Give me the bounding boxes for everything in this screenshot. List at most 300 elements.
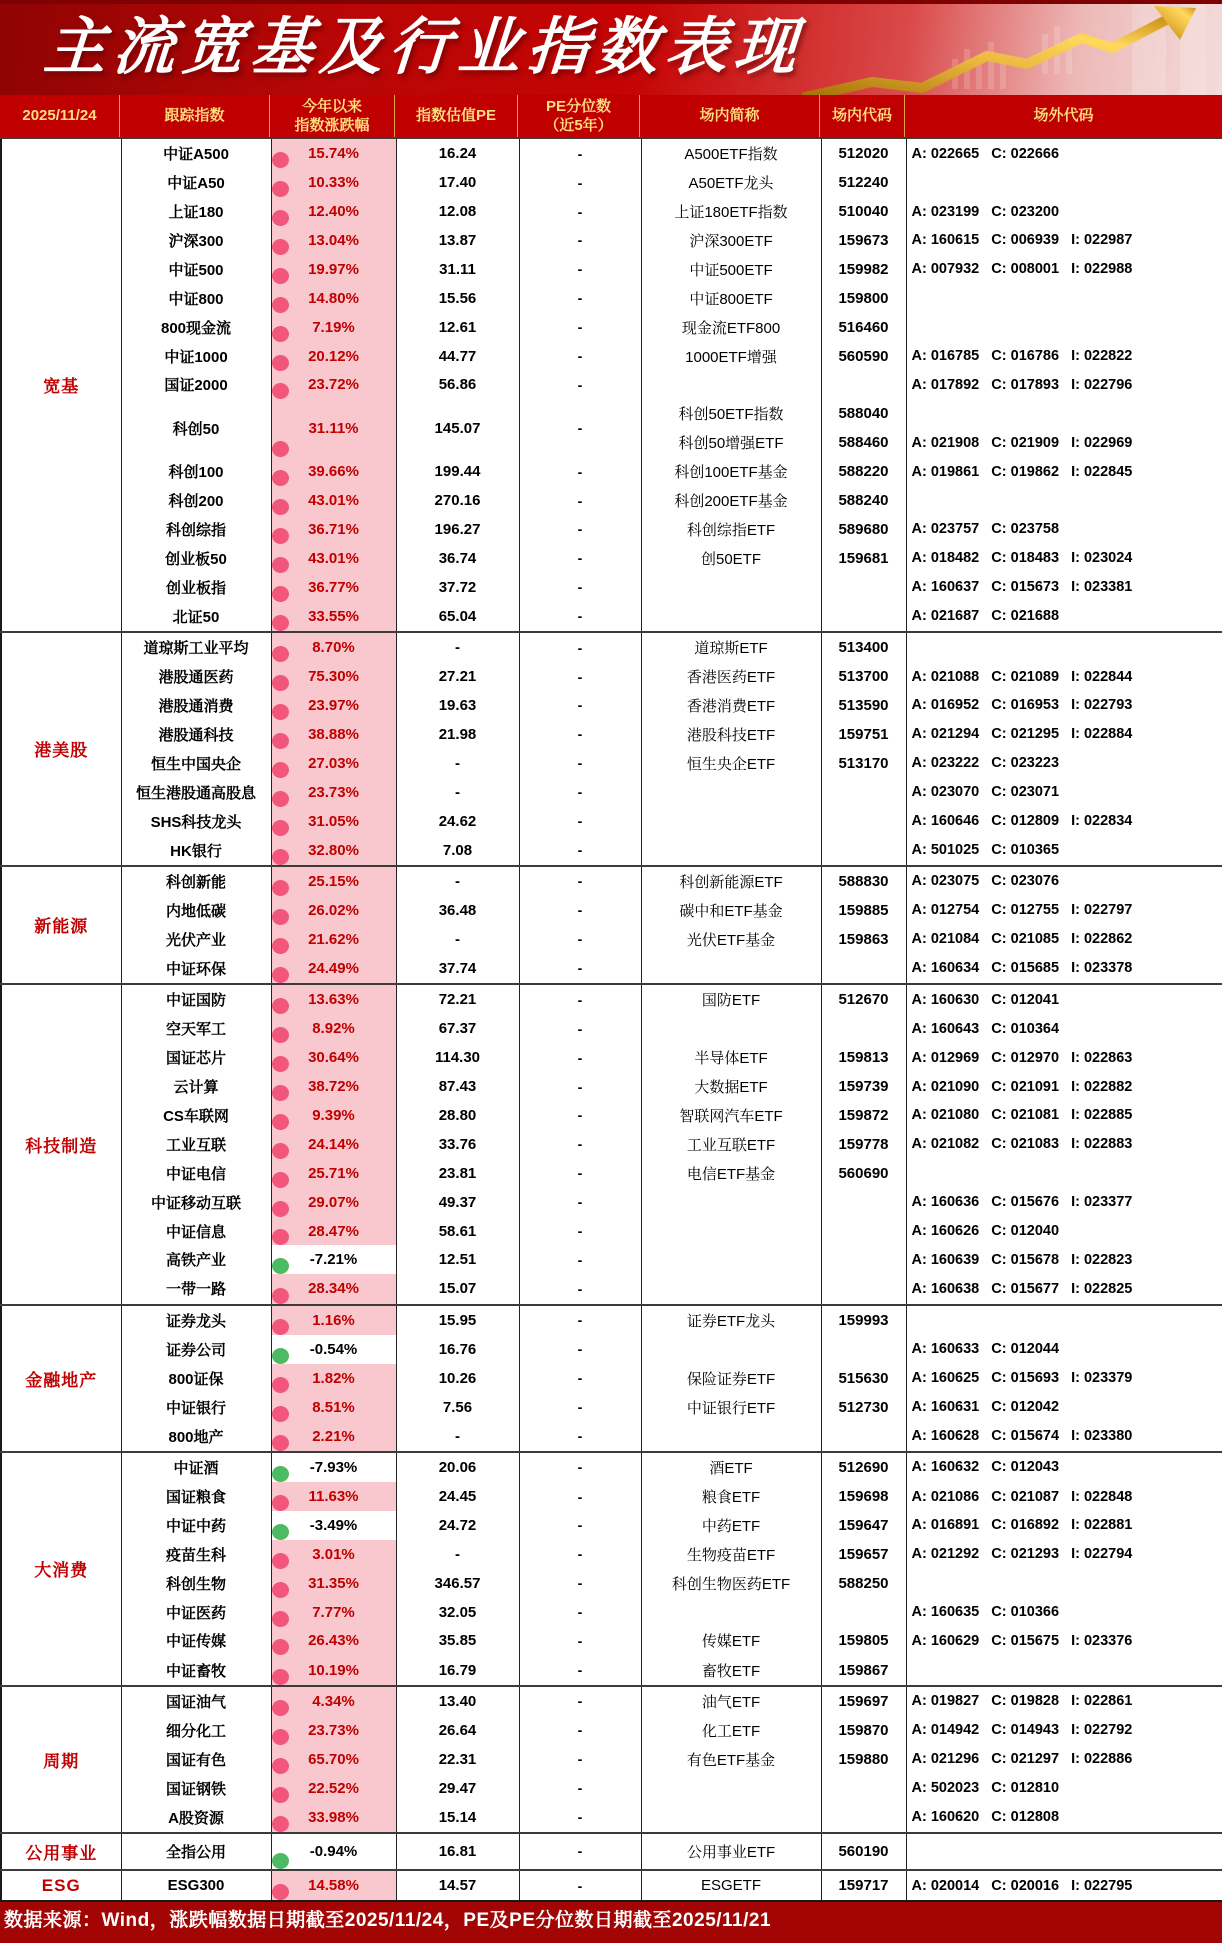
- index-name: 港股通科技: [121, 720, 271, 749]
- up-dot-icon: [272, 210, 289, 226]
- otc-codes: A: 160635 C: 010366: [911, 1604, 1060, 1621]
- exchange-code: 159813: [821, 1043, 906, 1072]
- change-value: 38.72%: [308, 1078, 359, 1096]
- change-value: 43.01%: [308, 549, 359, 567]
- exchange-code: [821, 1774, 906, 1803]
- exchange-code: 513170: [821, 749, 906, 778]
- pe-value: 24.72: [396, 1511, 519, 1540]
- table-row: [1, 836, 1222, 866]
- pe-value: 346.57: [396, 1569, 519, 1598]
- up-dot-icon: [272, 820, 289, 836]
- index-name: 光伏产业: [121, 925, 271, 954]
- ytd-change-cell: [271, 1335, 396, 1364]
- etf-name: 保险证券ETF: [641, 1364, 821, 1393]
- pe-percentile-value: -: [519, 573, 641, 602]
- change-value: -0.54%: [309, 1340, 358, 1358]
- change-value: 23.73%: [308, 1721, 359, 1739]
- pe-percentile-value: -: [519, 1422, 641, 1452]
- up-dot-icon: [272, 1729, 289, 1745]
- pe-value: 36.48: [396, 896, 519, 925]
- exchange-code: 159872: [821, 1101, 906, 1130]
- otc-codes: A: 160625 C: 015693 I: 023379: [911, 1370, 1133, 1387]
- table-row: [1, 1833, 1222, 1870]
- etf-name: [641, 1598, 821, 1627]
- etf-name: 生物疫苗ETF: [641, 1540, 821, 1569]
- change-value: 26.02%: [308, 901, 359, 919]
- pe-value: -: [396, 1422, 519, 1452]
- ytd-change-cell: [271, 197, 396, 226]
- index-table: [0, 137, 1222, 1902]
- pe-percentile-value: -: [519, 1511, 641, 1540]
- change-value: 36.71%: [308, 520, 359, 538]
- ytd-change-cell: [271, 662, 396, 691]
- up-dot-icon: [272, 1669, 289, 1685]
- index-name: 科创综指: [121, 515, 271, 544]
- change-value: 75.30%: [308, 668, 359, 686]
- change-value: 23.73%: [308, 783, 359, 801]
- table-row: [1, 1803, 1222, 1833]
- exchange-code: 560590: [821, 342, 906, 371]
- ytd-change-cell: [271, 1452, 396, 1482]
- down-dot-icon: [272, 1853, 289, 1869]
- table-row: [1, 1452, 1222, 1482]
- ytd-change-cell: [271, 1422, 396, 1452]
- exchange-code: 515630: [821, 1364, 906, 1393]
- pe-value: 37.72: [396, 573, 519, 602]
- pe-value: 17.40: [396, 168, 519, 197]
- category-label: 周期: [1, 1686, 121, 1833]
- change-value: 28.34%: [308, 1280, 359, 1298]
- up-dot-icon: [272, 967, 289, 983]
- up-dot-icon: [272, 1582, 289, 1598]
- pe-percentile-value: -: [519, 1803, 641, 1833]
- col-header-pe-percentile: PE分位数 （近5年）: [518, 95, 640, 137]
- table-row: [1, 226, 1222, 255]
- index-name: 中证银行: [121, 1393, 271, 1422]
- up-dot-icon: [272, 675, 289, 691]
- index-name: 中证A500: [121, 138, 271, 168]
- ytd-change-cell: [271, 226, 396, 255]
- table-row: [1, 1101, 1222, 1130]
- exchange-code: 588830: [821, 866, 906, 896]
- otc-codes: A: 021086 C: 021087 I: 022848: [911, 1488, 1133, 1505]
- exchange-code: [821, 1422, 906, 1452]
- etf-name: 1000ETF增强: [641, 342, 821, 371]
- exchange-code: 159698: [821, 1482, 906, 1511]
- ytd-change-cell: [271, 954, 396, 984]
- pe-value: 58.61: [396, 1217, 519, 1246]
- exchange-code: 513400: [821, 632, 906, 662]
- index-name: 空天军工: [121, 1014, 271, 1043]
- otc-codes: [906, 1569, 1222, 1598]
- up-dot-icon: [272, 1816, 289, 1832]
- etf-name: [641, 1188, 821, 1217]
- ytd-change-cell: [271, 1130, 396, 1159]
- etf-name: 香港医药ETF: [641, 662, 821, 691]
- pe-percentile-value: -: [519, 226, 641, 255]
- otc-codes: A: 160638 C: 015677 I: 022825: [911, 1280, 1133, 1297]
- change-value: 36.77%: [308, 578, 359, 596]
- ytd-change-cell: [271, 1305, 396, 1335]
- change-value: 12.40%: [308, 203, 359, 221]
- up-dot-icon: [272, 326, 289, 342]
- up-dot-icon: [272, 880, 289, 896]
- table-row: [1, 197, 1222, 226]
- otc-codes: A: 016891 C: 016892 I: 022881: [911, 1517, 1133, 1534]
- otc-codes: A: 021294 C: 021295 I: 022884: [911, 726, 1133, 743]
- etf-name: 香港消费ETF: [641, 691, 821, 720]
- up-dot-icon: [272, 268, 289, 284]
- data-source-note: 数据来源：Wind，涨跌幅数据日期截至2025/11/24，PE及PE分位数日期截至2025/11/21: [0, 1902, 1222, 1943]
- exchange-code: [821, 1274, 906, 1304]
- ytd-change-cell: [271, 720, 396, 749]
- ytd-change-cell: [271, 1745, 396, 1774]
- change-value: 31.11%: [308, 419, 359, 437]
- otc-codes: A: 160620 C: 012808: [911, 1809, 1060, 1826]
- pe-percentile-value: -: [519, 1130, 641, 1159]
- pe-value: 24.62: [396, 807, 519, 836]
- change-value: 31.35%: [308, 1574, 359, 1592]
- ytd-change-cell: [271, 749, 396, 778]
- index-name: 北证50: [121, 602, 271, 632]
- pe-percentile-value: -: [519, 1686, 641, 1716]
- ytd-change-cell: [271, 984, 396, 1014]
- category-label: 宽基: [1, 138, 121, 632]
- otc-codes: A: 160637 C: 015673 I: 023381: [911, 579, 1133, 596]
- exchange-code: [821, 1598, 906, 1627]
- exchange-code: 588220: [821, 457, 906, 486]
- pe-value: 12.61: [396, 313, 519, 342]
- exchange-code: 159778: [821, 1130, 906, 1159]
- pe-percentile-value: -: [519, 778, 641, 807]
- ytd-change-cell: [271, 1159, 396, 1188]
- change-value: 7.19%: [312, 318, 355, 336]
- pe-percentile-value: -: [519, 925, 641, 954]
- header-date: 2025/11/24: [0, 95, 120, 137]
- pe-value: 196.27: [396, 515, 519, 544]
- pe-percentile-value: -: [519, 749, 641, 778]
- index-name: 国证粮食: [121, 1482, 271, 1511]
- index-name: 800地产: [121, 1422, 271, 1452]
- otc-codes: A: 160639 C: 015678 I: 022823: [911, 1251, 1133, 1268]
- pe-percentile-value: -: [519, 691, 641, 720]
- ytd-change-cell: [271, 371, 396, 400]
- change-value: -7.21%: [309, 1251, 358, 1269]
- exchange-code: 512730: [821, 1393, 906, 1422]
- change-value: 19.97%: [308, 260, 359, 278]
- pe-percentile-value: -: [519, 1245, 641, 1274]
- etf-name: 科创生物医药ETF: [641, 1569, 821, 1598]
- up-dot-icon: [272, 499, 289, 515]
- up-dot-icon: [272, 1114, 289, 1130]
- table-row: [1, 778, 1222, 807]
- index-name: 中证移动互联: [121, 1188, 271, 1217]
- index-name: CS车联网: [121, 1101, 271, 1130]
- otc-codes: A: 160631 C: 012042: [911, 1399, 1060, 1416]
- ytd-change-cell: [271, 1364, 396, 1393]
- otc-codes: A: 160636 C: 015676 I: 023377: [911, 1194, 1133, 1211]
- change-value: 26.43%: [308, 1632, 359, 1650]
- change-value: 3.01%: [312, 1545, 355, 1563]
- up-dot-icon: [272, 1056, 289, 1072]
- ytd-change-cell: [271, 1043, 396, 1072]
- change-value: 31.05%: [308, 812, 359, 830]
- pe-percentile-value: -: [519, 1274, 641, 1304]
- pe-value: 22.31: [396, 1745, 519, 1774]
- pe-percentile-value: -: [519, 1482, 641, 1511]
- otc-codes: A: 017892 C: 017893 I: 022796: [911, 376, 1133, 393]
- ytd-change-cell: [271, 1655, 396, 1685]
- up-dot-icon: [272, 1288, 289, 1304]
- change-value: 8.51%: [312, 1398, 355, 1416]
- exchange-code: 159800: [821, 284, 906, 313]
- index-name: 800证保: [121, 1364, 271, 1393]
- pe-percentile-value: -: [519, 342, 641, 371]
- table-row: [1, 691, 1222, 720]
- index-name: 恒生中国央企: [121, 749, 271, 778]
- up-dot-icon: [272, 470, 289, 486]
- pe-value: 87.43: [396, 1072, 519, 1101]
- etf-name: [641, 778, 821, 807]
- down-dot-icon: [272, 1524, 289, 1540]
- pe-percentile-value: -: [519, 807, 641, 836]
- ytd-change-cell: [271, 1569, 396, 1598]
- change-value: 25.15%: [308, 872, 359, 890]
- exchange-code: [821, 1245, 906, 1274]
- col-header-exchange-code: 场内代码: [820, 95, 905, 137]
- exchange-code: 512670: [821, 984, 906, 1014]
- exchange-code: 510040: [821, 197, 906, 226]
- up-dot-icon: [272, 998, 289, 1014]
- pe-percentile-value: -: [519, 313, 641, 342]
- etf-name: [641, 1014, 821, 1043]
- otc-codes: A: 007932 C: 008001 I: 022988: [911, 261, 1133, 278]
- pe-value: 28.80: [396, 1101, 519, 1130]
- change-value: 32.80%: [308, 841, 359, 859]
- index-name: 中证环保: [121, 954, 271, 984]
- pe-value: 31.11: [396, 255, 519, 284]
- index-name: 工业互联: [121, 1130, 271, 1159]
- ytd-change-cell: [271, 342, 396, 371]
- otc-codes: A: 018482 C: 018483 I: 023024: [911, 550, 1133, 567]
- etf-name: 化工ETF: [641, 1716, 821, 1745]
- otc-codes: A: 160634 C: 015685 I: 023378: [911, 960, 1133, 977]
- pe-value: 29.47: [396, 1774, 519, 1803]
- ytd-change-cell: [271, 1188, 396, 1217]
- etf-name: 科创50ETF指数: [641, 399, 821, 428]
- exchange-code: 159880: [821, 1745, 906, 1774]
- ytd-change-cell: [271, 866, 396, 896]
- pe-value: -: [396, 749, 519, 778]
- pe-value: -: [396, 1540, 519, 1569]
- etf-name: 传媒ETF: [641, 1627, 821, 1656]
- index-name: 创业板指: [121, 573, 271, 602]
- table-row: [1, 1043, 1222, 1072]
- ytd-change-cell: [271, 632, 396, 662]
- ytd-change-cell: [271, 399, 396, 457]
- col-header-etf-name: 场内简称: [640, 95, 820, 137]
- index-table-body: [1, 138, 1222, 1901]
- otc-codes: [906, 1305, 1222, 1335]
- change-value: 28.47%: [308, 1222, 359, 1240]
- change-value: 13.04%: [308, 231, 359, 249]
- index-name: HK银行: [121, 836, 271, 866]
- etf-name: 油气ETF: [641, 1686, 821, 1716]
- up-dot-icon: [272, 586, 289, 602]
- pe-percentile-value: -: [519, 984, 641, 1014]
- table-row: [1, 1482, 1222, 1511]
- up-dot-icon: [272, 383, 289, 399]
- exchange-code: [821, 954, 906, 984]
- index-name: 科创生物: [121, 1569, 271, 1598]
- table-row: [1, 1627, 1222, 1656]
- table-row: [1, 1245, 1222, 1274]
- pe-percentile-value: -: [519, 866, 641, 896]
- otc-codes: A: 023757 C: 023758: [911, 521, 1060, 538]
- exchange-code: 589680: [821, 515, 906, 544]
- etf-name: 光伏ETF基金: [641, 925, 821, 954]
- table-row: [1, 1745, 1222, 1774]
- exchange-code: 513590: [821, 691, 906, 720]
- change-value: 43.01%: [308, 492, 359, 509]
- table-row: [1, 1335, 1222, 1364]
- pe-value: 32.05: [396, 1598, 519, 1627]
- otc-codes: A: 021080 C: 021081 I: 022885: [911, 1107, 1133, 1124]
- otc-codes: A: 019827 C: 019828 I: 022861: [906, 1686, 1222, 1716]
- exchange-code: 588460: [821, 428, 906, 457]
- etf-name: [641, 836, 821, 866]
- index-name: 国证有色: [121, 1745, 271, 1774]
- etf-name: [641, 807, 821, 836]
- change-value: 24.49%: [308, 959, 359, 977]
- pe-value: 33.76: [396, 1130, 519, 1159]
- exchange-code: [821, 1803, 906, 1833]
- up-dot-icon: [272, 1611, 289, 1627]
- ytd-change-cell: [271, 138, 396, 168]
- otc-codes: A: 160629 C: 015675 I: 023376: [911, 1632, 1133, 1649]
- category-label: 金融地产: [1, 1305, 121, 1452]
- table-row: [1, 1014, 1222, 1043]
- otc-codes: [906, 168, 1222, 197]
- up-dot-icon: [272, 1172, 289, 1188]
- up-dot-icon: [272, 441, 289, 457]
- otc-codes: A: 014942 C: 014943 I: 022792: [911, 1722, 1133, 1739]
- table-row: [1, 749, 1222, 778]
- etf-name: [641, 1774, 821, 1803]
- index-name: 国证芯片: [121, 1043, 271, 1072]
- index-name: SHS科技龙头: [121, 807, 271, 836]
- up-dot-icon: [272, 1377, 289, 1393]
- table-row: [1, 925, 1222, 954]
- pe-percentile-value: -: [519, 1540, 641, 1569]
- exchange-code: 159657: [821, 1540, 906, 1569]
- index-name: 创业板50: [121, 544, 271, 573]
- exchange-code: [821, 602, 906, 632]
- change-value: 21.62%: [308, 930, 359, 948]
- change-value: 8.70%: [312, 639, 355, 657]
- otc-codes: [906, 284, 1222, 313]
- change-value: 15.74%: [308, 145, 359, 163]
- otc-codes: [906, 1159, 1222, 1188]
- otc-codes: A: 021084 C: 021085 I: 022862: [911, 931, 1133, 948]
- ytd-change-cell: [271, 313, 396, 342]
- table-row: [1, 1072, 1222, 1101]
- ytd-change-cell: [271, 1716, 396, 1745]
- pe-percentile-value: -: [519, 371, 641, 400]
- pe-value: 16.76: [396, 1335, 519, 1364]
- ytd-change-cell: [271, 896, 396, 925]
- table-row: [1, 1598, 1222, 1627]
- pe-value: 7.08: [396, 836, 519, 866]
- exchange-code: [821, 573, 906, 602]
- exchange-code: 159982: [821, 255, 906, 284]
- pe-value: 67.37: [396, 1014, 519, 1043]
- category-label: 大消费: [1, 1452, 121, 1686]
- index-name: 疫苗生科: [121, 1540, 271, 1569]
- table-row: [1, 1569, 1222, 1598]
- otc-codes: A: 021296 C: 021297 I: 022886: [911, 1751, 1133, 1768]
- index-name: 中证国防: [121, 984, 271, 1014]
- exchange-code: [821, 1217, 906, 1246]
- up-dot-icon: [272, 1639, 289, 1655]
- otc-codes: A: 022665 C: 022666: [906, 138, 1222, 168]
- pe-percentile-value: -: [519, 168, 641, 197]
- ytd-change-cell: [271, 573, 396, 602]
- down-dot-icon: [272, 1348, 289, 1364]
- up-dot-icon: [272, 1884, 289, 1900]
- table-row: [1, 1540, 1222, 1569]
- table-row: [1, 1274, 1222, 1304]
- index-name: 中证500: [121, 255, 271, 284]
- pe-percentile-value: -: [519, 1745, 641, 1774]
- otc-codes: A: 160643 C: 010364: [911, 1020, 1060, 1037]
- table-row: [1, 1130, 1222, 1159]
- exchange-code: 159673: [821, 226, 906, 255]
- exchange-code: [821, 1014, 906, 1043]
- index-name: 沪深300: [121, 226, 271, 255]
- etf-name: 中证800ETF: [641, 284, 821, 313]
- up-dot-icon: [272, 1553, 289, 1569]
- exchange-code: [821, 778, 906, 807]
- up-dot-icon: [272, 1201, 289, 1217]
- ytd-change-cell: [271, 1803, 396, 1833]
- change-value: 24.14%: [308, 1135, 359, 1153]
- otc-codes: A: 160632 C: 012043: [906, 1452, 1222, 1482]
- pe-percentile-value: -: [519, 662, 641, 691]
- otc-codes: A: 021292 C: 021293 I: 022794: [911, 1546, 1133, 1563]
- change-value: 10.33%: [308, 174, 359, 192]
- ytd-change-cell: [271, 168, 396, 197]
- table-row: [1, 662, 1222, 691]
- exchange-code: 159717: [821, 1870, 906, 1901]
- exchange-code: 512020: [821, 138, 906, 168]
- table-row: [1, 1422, 1222, 1452]
- change-value: 14.58%: [308, 1877, 359, 1895]
- ytd-change-cell: [271, 836, 396, 866]
- pe-value: 13.40: [396, 1686, 519, 1716]
- pe-value: -: [396, 632, 519, 662]
- table-row: [1, 168, 1222, 197]
- page-title: 主流宽基及行业指数表现: [41, 13, 806, 82]
- otc-codes: A: 021088 C: 021089 I: 022844: [911, 668, 1133, 685]
- table-row: [1, 515, 1222, 544]
- up-dot-icon: [272, 181, 289, 197]
- otc-codes: A: 501025 C: 010365: [911, 842, 1060, 859]
- change-value: 33.98%: [308, 1808, 359, 1826]
- change-value: 7.77%: [312, 1603, 355, 1621]
- ytd-change-cell: [271, 1101, 396, 1130]
- pe-value: 12.51: [396, 1245, 519, 1274]
